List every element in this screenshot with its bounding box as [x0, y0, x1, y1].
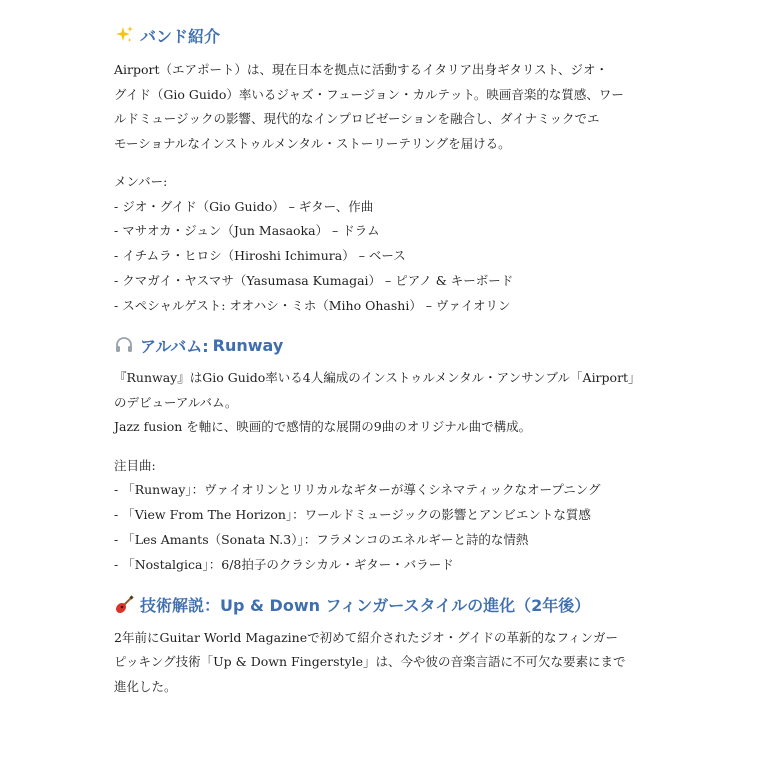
list-item: - ジオ・グイド（Gio Guido） – ギター、作曲 [114, 198, 374, 214]
paragraph-line: Jazz fusion を軸に、映画的で感情的な展開の9曲のオリジナル曲で構成。 [114, 419, 532, 435]
paragraph-line: モーショナルなインストゥルメンタル・ストーリーテリングを届ける。 [114, 135, 511, 151]
sparkles-icon [114, 25, 134, 45]
list-item: - マサオカ・ジュン（Jun Masaoka） – ドラム [114, 223, 380, 239]
paragraph-line: グイド（Gio Guido）率いるジャズ・フュージョン・カルテット。映画音楽的な質感、ワー [114, 86, 624, 102]
document-body [114, 22, 674, 699]
paragraph-line: のデビューアルバム。 [114, 394, 238, 410]
guitar-icon [114, 595, 134, 615]
paragraph-line: ルドミュージックの影響、現代的なインプロビゼーションを融合し、ダイナミックでエ [114, 111, 600, 126]
list-item: - 「View From The Horizon」：ワールドミュージックの影響とアンビエントな質感 [114, 507, 591, 523]
album-heading [114, 332, 674, 358]
members-label: メンバー: [114, 174, 168, 189]
paragraph-line: 2年前にGuitar World Magazineで初めて紹介されたジオ・グイドの革新的なフィンガー [114, 629, 618, 645]
list-item: - スペシャルゲスト: オオハシ・ミホ（Miho Ohashi） – ヴァイオリン [114, 297, 511, 313]
album-title-prefix: アルバム: [140, 336, 209, 356]
band-intro-heading [114, 22, 674, 48]
headphones-icon [114, 335, 134, 355]
list-item: - 「Runway」：ヴァイオリンとリリカルなギターが導くシネマティックなオープニング [114, 482, 601, 498]
band-intro-paragraph [114, 58, 674, 156]
album-paragraph [114, 366, 674, 440]
paragraph-line: 進化した。 [114, 678, 177, 694]
tracks-label: 注目曲: [114, 457, 156, 473]
paragraph-line: ピッキング技術「Up & Down Fingerstyle」は、今や彼の音楽言語に不可欠な要素にまで [114, 654, 626, 670]
technique-paragraph [114, 626, 674, 700]
band-intro-title: バンド紹介 [140, 26, 221, 46]
technique-title: 技術解説：Up & Down フィンガースタイルの進化（2年後） [140, 596, 591, 616]
members-list [114, 195, 674, 319]
list-item: - イチムラ・ヒロシ（Hiroshi Ichimura） – ベース [114, 248, 406, 264]
paragraph-line: Airport（エアポート）は、現在日本を拠点に活動するイタリア出身ギタリスト、ジオ・ [114, 62, 609, 77]
list-item: - 「Les Amants（Sonata N.3）」：フラメンコのエネルギーと詩的な情熱 [114, 532, 529, 548]
technique-heading [114, 592, 674, 618]
album-title-name: Runway [212, 335, 284, 355]
tracks-list [114, 478, 674, 577]
paragraph-line: 『Runway』はGio Guido率いる4人編成のインストゥルメンタル・アンサンブル「Airport」 [114, 370, 641, 386]
list-item: - クマガイ・ヤスマサ（Yasumasa Kumagai） – ピアノ & キーボード [114, 272, 514, 288]
list-item: - 「Nostalgica」：6/8拍子のクラシカル・ギター・バラード [114, 556, 454, 572]
